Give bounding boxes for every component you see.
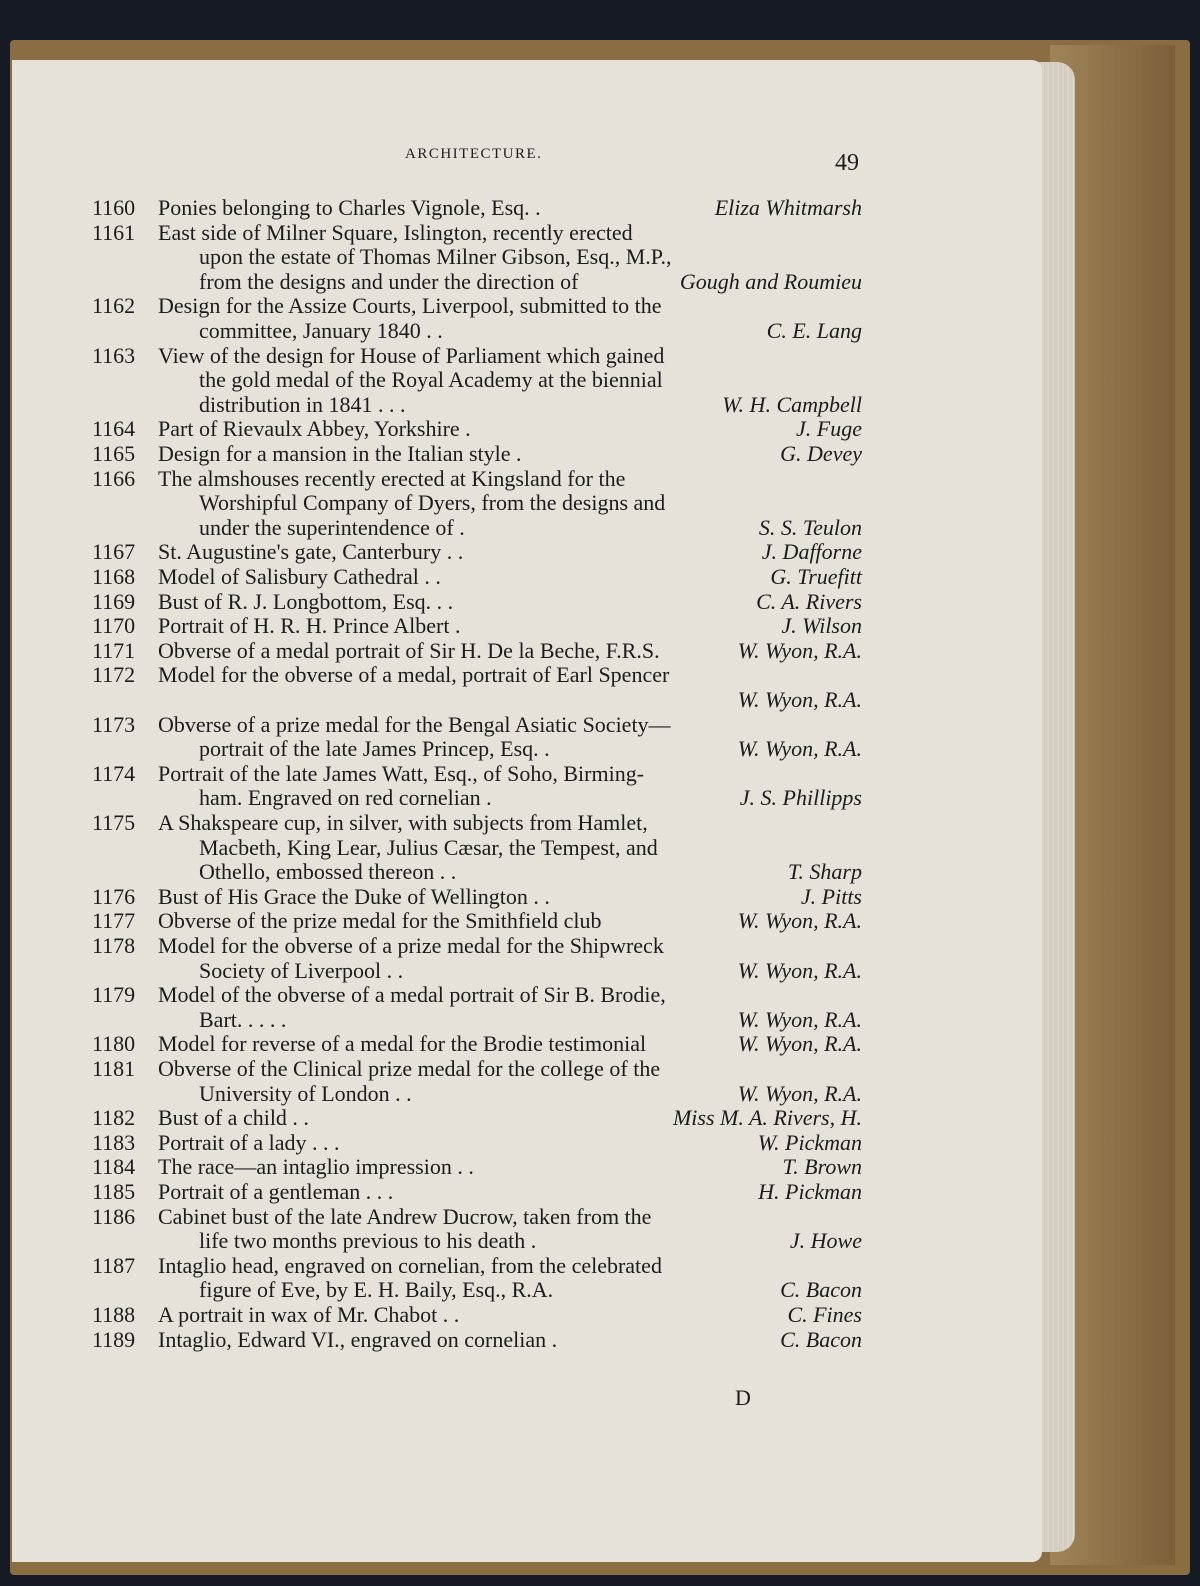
entry-artist: T. Brown: [782, 1154, 862, 1180]
entry-number: 1186: [92, 1203, 136, 1229]
catalogue-line: [92, 195, 862, 221]
entry-title: ham. Engraved on red cornelian .: [199, 785, 492, 811]
catalogue-line: [92, 662, 862, 688]
entry-artist: J. Fuge: [796, 416, 862, 442]
catalogue-line: [92, 293, 862, 319]
catalogue-line: [92, 244, 862, 270]
entry-title: Portrait of a lady . . .: [158, 1129, 340, 1155]
catalogue-line: [92, 687, 862, 713]
entry-number: 1171: [92, 637, 136, 663]
entry-title: Cabinet bust of the late Andrew Ducrow, taken from the: [158, 1203, 652, 1229]
entry-artist: J. Wilson: [781, 613, 862, 639]
entry-title: Bart. . . . .: [199, 1006, 287, 1032]
entry-number: 1179: [92, 982, 136, 1008]
entry-title: Model of Salisbury Cathedral . .: [158, 564, 441, 589]
entry-artist: C. A. Rivers: [756, 588, 862, 614]
entry-artist: J. Dafforne: [761, 539, 862, 565]
entry-title: life two months previous to his death .: [199, 1228, 537, 1254]
entry-artist: C. Bacon: [780, 1277, 862, 1303]
entry-number: 1176: [92, 883, 136, 909]
entry-number: 1182: [92, 1105, 136, 1131]
entry-artist: C. E. Lang: [766, 318, 862, 343]
entry-artist: H. Pickman: [758, 1179, 862, 1204]
catalogue-line: [92, 982, 862, 1008]
catalogue-line: [92, 1253, 862, 1279]
entry-title: St. Augustine's gate, Canterbury . .: [158, 539, 464, 565]
entry-title: The race—an intaglio impression . .: [158, 1154, 474, 1180]
entry-title: A portrait in wax of Mr. Chabot . .: [158, 1302, 460, 1327]
entry-title: The almshouses recently erected at Kingsland for the: [158, 465, 626, 491]
entry-number: 1160: [92, 195, 136, 220]
catalogue-line: [92, 1228, 862, 1254]
entry-title: Intaglio, Edward VI., engraved on cornelian .: [158, 1326, 558, 1352]
catalogue-line: [92, 613, 862, 639]
entry-number: 1170: [92, 613, 136, 639]
entry-artist: T. Sharp: [787, 859, 862, 885]
entry-number: 1174: [92, 760, 136, 786]
entry-artist: W. Wyon, R.A.: [737, 1031, 862, 1057]
catalogue-line: [92, 589, 862, 615]
catalogue-line: [92, 539, 862, 565]
entry-title: Othello, embossed thereon . .: [199, 859, 457, 885]
page-number: 49: [835, 150, 859, 176]
entry-artist: C. Fines: [787, 1302, 862, 1327]
catalogue-line: [92, 810, 862, 836]
entry-title: the gold medal of the Royal Academy at the biennial: [199, 367, 663, 393]
entry-title: Intaglio head, engraved on cornelian, from the celebrated: [158, 1252, 662, 1278]
entry-number: 1177: [92, 908, 136, 934]
entry-number: 1168: [92, 564, 136, 589]
entry-number: 1180: [92, 1031, 136, 1057]
catalogue-line: [92, 1056, 862, 1082]
entry-number: 1172: [92, 662, 136, 688]
entry-artist: J. Pitts: [800, 883, 862, 909]
entry-title: Portrait of H. R. H. Prince Albert .: [158, 613, 461, 639]
catalogue-line: [92, 736, 862, 762]
entry-title: distribution in 1841 . . .: [199, 391, 406, 417]
catalogue-line: [92, 712, 862, 738]
entry-number: 1162: [92, 293, 136, 319]
entry-artist: S. S. Teulon: [758, 514, 862, 540]
entry-title: University of London . .: [199, 1080, 412, 1106]
entry-artist: W. H. Campbell: [722, 391, 862, 417]
catalogue-line: [92, 1277, 862, 1303]
signature-mark: D: [735, 1385, 751, 1410]
entry-title: Worshipful Company of Dyers, from the designs and: [199, 490, 666, 516]
entry-artist: W. Wyon, R.A.: [737, 687, 862, 712]
entry-artist: W. Pickman: [757, 1129, 862, 1155]
entry-artist: C. Bacon: [780, 1326, 862, 1352]
catalogue-line: [92, 318, 862, 344]
catalogue-line: [92, 761, 862, 787]
entry-title: View of the design for House of Parliament which gained: [158, 342, 665, 368]
entry-title: Obverse of the prize medal for the Smithfield club: [158, 908, 602, 934]
catalogue-line: [92, 1179, 862, 1205]
catalogue-line: [92, 1154, 862, 1180]
entry-title: A Shakspeare cup, in silver, with subjects from Hamlet,: [158, 810, 648, 835]
entry-title: Model of the obverse of a medal portrait of Sir B. Brodie,: [158, 982, 666, 1008]
catalogue-line: [92, 785, 862, 811]
entry-artist: W. Wyon, R.A.: [737, 908, 862, 934]
entry-title: Model for the obverse of a medal, portrait of Earl Spencer: [158, 662, 670, 688]
entry-title: figure of Eve, by E. H. Baily, Esq., R.A.: [199, 1277, 554, 1303]
entry-title: from the designs and under the direction of: [199, 268, 579, 294]
entry-number: 1184: [92, 1154, 136, 1180]
entry-artist: W. Wyon, R.A.: [737, 736, 862, 762]
entry-artist: Eliza Whitmarsh: [714, 195, 862, 220]
catalogue-line: [92, 859, 862, 885]
entry-title: upon the estate of Thomas Milner Gibson, Esq., M.P.,: [199, 244, 672, 270]
catalogue-line: [92, 441, 862, 467]
catalogue-line: [92, 367, 862, 393]
entry-title: Society of Liverpool . .: [199, 957, 404, 983]
entry-title: Portrait of the late James Watt, Esq., of Soho, Birming-: [158, 760, 645, 786]
entry-title: Obverse of a prize medal for the Bengal Asiatic Society—: [158, 711, 671, 737]
catalogue-line: [92, 269, 862, 295]
entry-title: portrait of the late James Princep, Esq. .: [199, 736, 550, 762]
entry-title: Design for the Assize Courts, Liverpool, submitted to the: [158, 293, 662, 319]
entry-number: 1169: [92, 588, 136, 614]
entry-title: East side of Milner Square, Islington, recently erected: [158, 219, 633, 245]
entry-title: Model for the obverse of a prize medal for the Shipwreck: [158, 933, 664, 958]
entry-title: Design for a mansion in the Italian style .: [158, 441, 522, 466]
catalogue-line: [92, 1031, 862, 1057]
entry-title: Bust of a child . .: [158, 1105, 309, 1131]
entry-number: 1189: [92, 1326, 136, 1352]
entry-title: Ponies belonging to Charles Vignole, Esq. .: [158, 195, 541, 220]
catalogue-line: [92, 1302, 862, 1328]
catalogue-line: [92, 343, 862, 369]
catalogue-line: [92, 1081, 862, 1107]
catalogue-line: [92, 466, 862, 492]
entry-number: 1161: [92, 219, 136, 245]
entry-number: 1185: [92, 1179, 136, 1204]
entry-artist: W. Wyon, R.A.: [737, 1006, 862, 1032]
catalogue-line: [92, 884, 862, 910]
entry-number: 1164: [92, 416, 136, 442]
catalogue-line: [92, 958, 862, 984]
entry-title: Part of Rievaulx Abbey, Yorkshire .: [158, 416, 471, 442]
entry-number: 1183: [92, 1129, 136, 1155]
catalogue-line: [92, 835, 862, 861]
entry-number: 1173: [92, 711, 136, 737]
entry-artist: G. Truefitt: [770, 564, 862, 589]
entry-number: 1165: [92, 441, 136, 466]
entry-title: Bust of R. J. Longbottom, Esq. . .: [158, 588, 454, 614]
catalogue-line: [92, 1130, 862, 1156]
catalogue-line: [92, 908, 862, 934]
entry-title: under the superintendence of .: [199, 514, 465, 540]
entry-artist: J. Howe: [789, 1228, 862, 1254]
catalogue-line: [92, 933, 862, 959]
entry-artist: J. S. Phillipps: [739, 785, 862, 811]
entry-artist: Miss M. A. Rivers, H.: [672, 1105, 862, 1131]
catalogue-line: [92, 515, 862, 541]
catalogue-line: [92, 490, 862, 516]
entry-title: Portrait of a gentleman . . .: [158, 1179, 394, 1204]
entry-number: 1167: [92, 539, 136, 565]
entry-number: 1163: [92, 342, 136, 368]
catalogue-line: [92, 1204, 862, 1230]
catalogue-line: [92, 220, 862, 246]
entry-artist: G. Devey: [780, 441, 862, 466]
entry-number: 1181: [92, 1056, 136, 1081]
catalogue-line: [92, 638, 862, 664]
entry-number: 1178: [92, 933, 136, 958]
entry-title: Macbeth, King Lear, Julius Cæsar, the Tempest, and: [199, 834, 658, 860]
running-header: ARCHITECTURE.: [405, 146, 543, 162]
entry-title: Bust of His Grace the Duke of Wellington . .: [158, 883, 550, 909]
entry-number: 1175: [92, 810, 136, 835]
entry-artist: W. Wyon, R.A.: [737, 957, 862, 983]
catalogue-line: [92, 1327, 862, 1353]
entry-artist: Gough and Roumieu: [679, 268, 862, 294]
catalogue-line: [92, 416, 862, 442]
entry-title: Obverse of the Clinical prize medal for the college of the: [158, 1056, 661, 1081]
catalogue-line: [92, 1007, 862, 1033]
entry-number: 1188: [92, 1302, 136, 1327]
entry-title: Model for reverse of a medal for the Brodie testimonial: [158, 1031, 647, 1057]
entry-number: 1187: [92, 1252, 136, 1278]
entry-artist: W. Wyon, R.A.: [737, 1080, 862, 1106]
entry-title: Obverse of a medal portrait of Sir H. De la Beche, F.R.S.: [158, 637, 660, 663]
entry-title: committee, January 1840 . .: [199, 318, 443, 343]
catalogue-line: [92, 1105, 862, 1131]
catalogue-line: [92, 564, 862, 590]
entry-number: 1166: [92, 465, 136, 491]
entry-artist: W. Wyon, R.A.: [737, 637, 862, 663]
catalogue-line: [92, 392, 862, 418]
